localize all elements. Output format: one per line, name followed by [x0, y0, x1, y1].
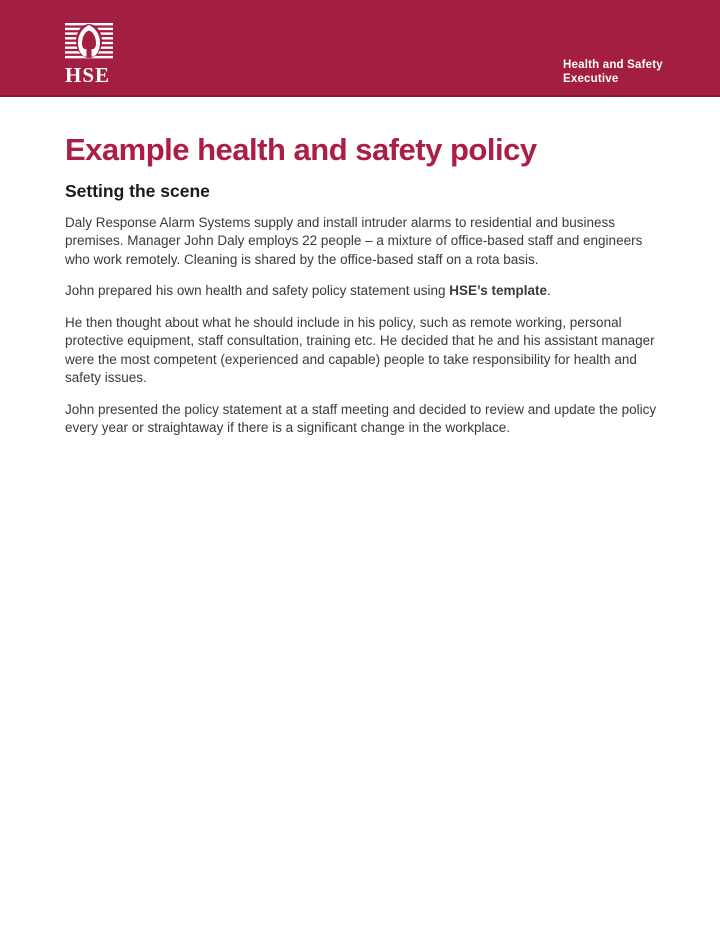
org-name-line1: Health and Safety	[563, 59, 663, 71]
paragraph-review: John presented the policy statement at a staff meeting and decided to review and update the policy every year or straightaway if there is a significant change in the workplace.	[65, 401, 657, 436]
page-title: Example health and safety policy	[65, 132, 537, 167]
hse-logo	[65, 23, 113, 86]
paragraph-template-period: .	[547, 283, 551, 299]
org-name	[563, 58, 663, 86]
hse-logo-icon	[65, 23, 113, 63]
paragraph-intro: Daly Response Alarm Systems supply and install intruder alarms to residential and business premises. Manager John Daly employs 22 people – a mixture of office-based staff and engineers who work remotely. Cleaning is shared by the office-based staff on a rota basis.	[65, 214, 643, 267]
org-name-line2: Executive	[563, 73, 619, 85]
paragraph-template-text: John prepared his own health and safety policy statement using	[65, 283, 450, 299]
header-band	[0, 0, 720, 97]
section-heading: Setting the scene	[65, 180, 210, 201]
hse-logo-text: HSE	[65, 63, 111, 87]
hse-template-emphasis: HSE’s template	[449, 283, 548, 299]
document-body	[0, 97, 720, 438]
paragraph-template	[65, 282, 661, 301]
paragraph-policy-content: He then thought about what he should include in his policy, such as remote working, personal protective equipment, staff consultation, training etc. He decided that he and his assistant manager were the most competent (experienced and capable) people to take responsibility for health and safety issues.	[65, 314, 655, 386]
